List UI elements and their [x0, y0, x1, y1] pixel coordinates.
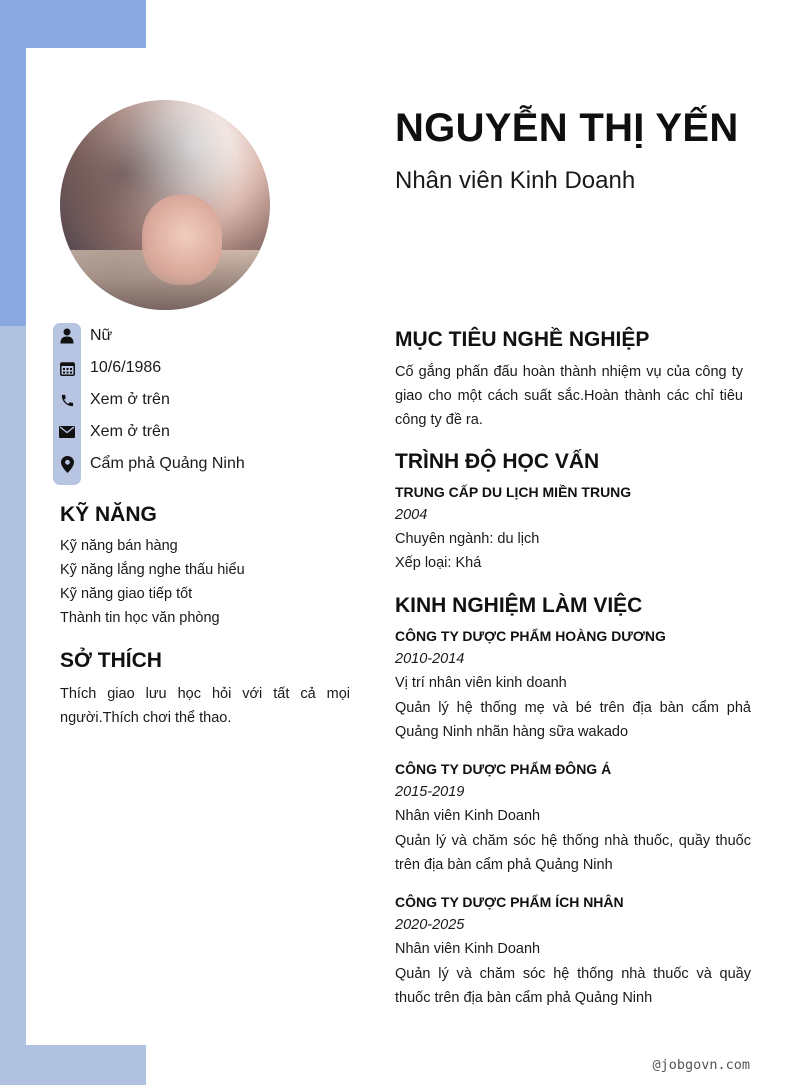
- person-icon: [53, 328, 81, 344]
- job-period: 2010-2014: [395, 651, 465, 667]
- contact-phone: [53, 388, 353, 412]
- phone-icon: [53, 393, 81, 408]
- candidate-role: Nhân viên Kinh Doanh: [395, 167, 636, 194]
- education-heading: TRÌNH ĐỘ HỌC VẤN: [395, 450, 600, 473]
- contact-email-value: Xem ở trên: [90, 423, 170, 440]
- experience-heading: KINH NGHIỆM LÀM VIỆC: [395, 594, 643, 617]
- contact-gender-value: Nữ: [90, 327, 113, 344]
- watermark: @jobgovn.com: [652, 1057, 750, 1073]
- job-description: Quản lý và chăm sóc hệ thống nhà thuốc và quầy thuốc trên địa bàn cẩm phả Quảng Ninh: [395, 966, 751, 1006]
- job-company: CÔNG TY DƯỢC PHẨM ÍCH NHÂN: [395, 894, 624, 910]
- contact-birthday: [53, 356, 353, 380]
- skills-heading: KỸ NĂNG: [60, 503, 157, 526]
- hobbies-text: Thích giao lưu học hỏi với tất cả mọi người.Thích chơi thể thao.: [60, 686, 350, 726]
- decorative-band-side: [0, 326, 26, 1046]
- job-company: CÔNG TY DƯỢC PHẨM ĐÔNG Á: [395, 761, 612, 777]
- contact-birthday-value: 10/6/1986: [90, 359, 162, 376]
- contact-email: [53, 420, 353, 444]
- skill-item: Kỹ năng bán hàng: [60, 538, 178, 554]
- job-description: Quản lý và chăm sóc hệ thống nhà thuốc, quầy thuốc trên địa bàn cẩm phả Quảng Ninh: [395, 833, 751, 873]
- education-grade: Xếp loại: Khá: [395, 555, 482, 571]
- job-position: Nhân viên Kinh Doanh: [395, 808, 541, 824]
- calendar-icon: [53, 361, 81, 376]
- job-description: Quản lý hệ thống mẹ và bé trên địa bàn cẩm phả Quảng Ninh nhãn hàng sữa wakado: [395, 700, 751, 740]
- skill-item: Kỹ năng giao tiếp tốt: [60, 586, 193, 602]
- contact-address-value: Cẩm phả Quảng Ninh: [90, 455, 245, 472]
- job-period: 2015-2019: [395, 784, 465, 800]
- job-position: Vị trí nhân viên kinh doanh: [395, 675, 567, 691]
- decorative-band-bottom: [0, 1045, 146, 1085]
- hobbies-heading: SỞ THÍCH: [60, 649, 162, 672]
- job-company: CÔNG TY DƯỢC PHẨM HOÀNG DƯƠNG: [395, 628, 666, 644]
- objective-text: Cố gắng phấn đấu hoàn thành nhiệm vụ của công ty giao cho một cách suất sắc.Hoàn thành các chỉ tiêu công ty đề ra.: [395, 364, 743, 428]
- job-position: Nhân viên Kinh Doanh: [395, 941, 541, 957]
- profile-photo: [60, 100, 270, 310]
- skill-item: Thành tin học văn phòng: [60, 610, 220, 626]
- location-pin-icon: [53, 456, 81, 473]
- education-school: TRUNG CẤP DU LỊCH MIỀN TRUNG: [395, 484, 632, 500]
- contact-phone-value: Xem ở trên: [90, 391, 170, 408]
- job-period: 2020-2025: [395, 917, 465, 933]
- objective-heading: MỤC TIÊU NGHỀ NGHIỆP: [395, 328, 650, 351]
- contact-address: [53, 452, 353, 476]
- education-year: 2004: [395, 507, 428, 523]
- email-icon: [53, 426, 81, 438]
- education-major: Chuyên ngành: du lịch: [395, 531, 540, 547]
- contact-gender: [53, 324, 353, 348]
- skill-item: Kỹ năng lắng nghe thấu hiểu: [60, 562, 245, 578]
- candidate-name: NGUYỄN THỊ YẾN: [395, 106, 739, 150]
